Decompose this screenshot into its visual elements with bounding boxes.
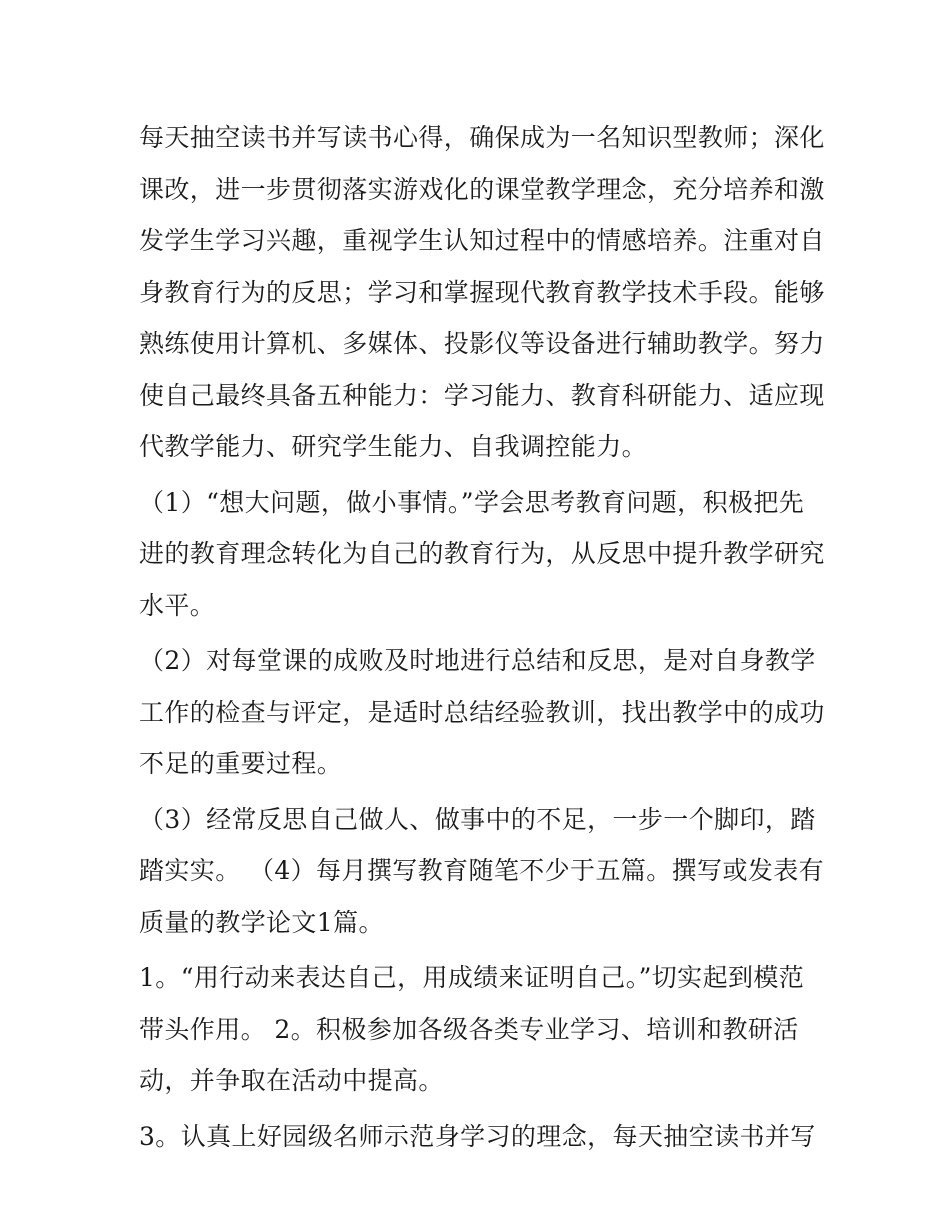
text-line: 使自己最终具备五种能力：学习能力、教育科研能力、适应现 bbox=[139, 380, 825, 410]
text-line: 工作的检查与评定，是适时总结经验教训，找出教学中的成功 bbox=[139, 697, 825, 727]
text-line: 质量的教学论文1篇。 bbox=[139, 907, 384, 937]
body-text bbox=[139, 112, 825, 1162]
text-line: 3。认真上好园级名师示范身学习的理念，每天抽空读书并写 bbox=[139, 1121, 816, 1151]
text-line: 发学生学习兴趣，重视学生认知过程中的情感培养。注重对自 bbox=[139, 226, 825, 255]
text-line: 带头作用。 2。积极参加各级各类专业学习、培训和教研活 bbox=[139, 1014, 799, 1044]
text-line: （3）经常反思自己做人、做事中的不足，一步一个脚印，踏 bbox=[139, 804, 816, 834]
text-line: 不足的重要过程。 bbox=[139, 749, 343, 778]
text-line: 动，并争取在活动中提高。 bbox=[139, 1066, 444, 1095]
text-line: 进的教育理念转化为自己的教育行为，从反思中提升教学研究 bbox=[139, 539, 825, 568]
text-line: 每天抽空读书并写读书心得，确保成为一名知识型教师；深化 bbox=[139, 123, 825, 152]
text-line: 1。“用行动来表达自己，用成绩来证明自己。”切实起到模范 bbox=[139, 963, 805, 992]
text-line: （2）对每堂课的成败及时地进行总结和反思，是对自身教学 bbox=[139, 646, 816, 675]
text-line: 踏实实。 （4）每月撰写教育随笔不少于五篇。撰写或发表有 bbox=[139, 856, 825, 885]
text-line: 课改，进一步贯彻落实游戏化的课堂教学理念，充分培养和激 bbox=[139, 174, 825, 204]
text-line: （1）“想大问题，做小事情。”学会思考教育问题，积极把先 bbox=[139, 487, 805, 517]
text-line: 熟练使用计算机、多媒体、投影仪等设备进行辅助教学。努力 bbox=[139, 329, 825, 358]
text-line: 代教学能力、研究学生能力、自我调控能力。 bbox=[139, 432, 648, 461]
text-line: 身教育行为的反思；学习和掌握现代教育教学技术手段。能够 bbox=[139, 277, 825, 307]
text-line: 水平。 bbox=[139, 590, 216, 620]
